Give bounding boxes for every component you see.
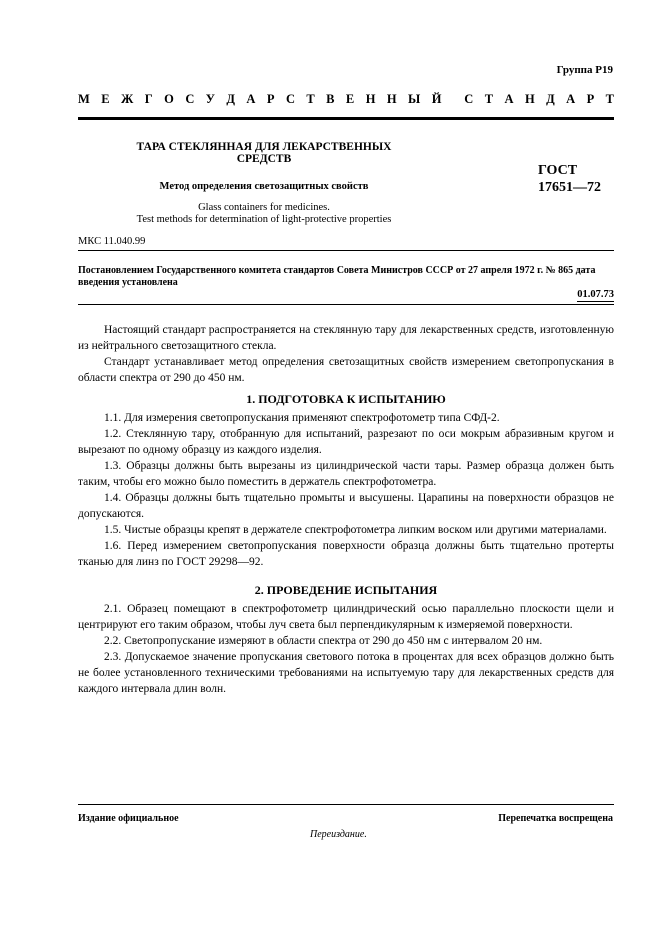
banner-letter: Й: [431, 92, 442, 106]
banner-letter: М: [78, 92, 90, 106]
group-code: Группа Р19: [556, 64, 613, 76]
banner-letter: Ы: [408, 92, 421, 106]
banner-letter: В: [326, 92, 335, 106]
divider: [78, 250, 614, 251]
banner-letter: О: [164, 92, 174, 106]
footer-divider: [78, 804, 614, 805]
section-2-body: [78, 601, 614, 697]
gost-label: ГОСТ: [538, 163, 578, 178]
banner-letter: Ж: [121, 92, 134, 106]
section-1-heading: 1. ПОДГОТОВКА К ИСПЫТАНИЮ: [246, 392, 446, 406]
title-line-2: СРЕДСТВ: [236, 153, 292, 165]
clause-paragraph: 1.3. Образцы должны быть вырезаны из цилиндрической части тары. Размер образца должен быть таким, чтобы его можно было поместить в держатель спектрофотометра.: [78, 460, 614, 488]
reprint-prohibited-note: Перепечатка воспрещена: [498, 813, 613, 824]
official-edition-note: Издание официальное: [78, 813, 179, 824]
clause-paragraph: 1.2. Стеклянную тару, отобранную для испытаний, разрезают по оси мокрым абразивным кругом и вырезают по одному образцу из каждого изделия.: [78, 428, 614, 456]
clause-paragraph: 1.1. Для измерения светопропускания применяют спектрофотометр типа СФД-2.: [104, 412, 500, 424]
method-subtitle: Метод определения светозащитных свойств: [159, 181, 369, 192]
divider: [78, 304, 614, 305]
section-1-body: [78, 410, 614, 570]
banner-letter: Е: [345, 92, 355, 106]
banner-letter: С: [464, 92, 474, 106]
gost-number: 17651—72: [538, 180, 601, 195]
banner-letter: Д: [226, 92, 235, 106]
mks-code: МКС 11.040.99: [78, 236, 146, 247]
banner-letter: А: [504, 92, 514, 106]
banner-letter: Т: [605, 92, 614, 106]
section-2-heading: 2. ПРОВЕДЕНИЕ ИСПЫТАНИЯ: [254, 583, 438, 597]
banner-letter: Н: [365, 92, 376, 106]
intro-paragraph: Стандарт устанавливает метод определения светозащитных свойств измерением светопропускания в области спектра от 290 до 450 нм.: [78, 356, 614, 384]
intro-section: [78, 322, 614, 386]
clause-paragraph: 2.2. Светопропускание измеряют в области спектра от 290 до 450 нм с интервалом 20 нм.: [104, 635, 543, 647]
banner-letter: А: [566, 92, 576, 106]
banner-letter: Р: [586, 92, 595, 106]
clause-paragraph: 1.6. Перед измерением светопропускания поверхности образца должны быть тщательно протерты тканью для линз по ГОСТ 29298—92.: [78, 540, 614, 568]
clause-paragraph: 1.5. Чистые образцы крепят в держателе спектрофотометра липким воском или другими материалами.: [104, 524, 607, 536]
clause-paragraph: 2.3. Допускаемое значение пропускания светового потока в процентах для всех образцов должно быть не более установленного техническими требованиями на испытуемую тару для лекарственных средств для каждого интервала длин волн.: [78, 651, 614, 695]
english-title: [78, 202, 450, 226]
banner-letter: Н: [386, 92, 397, 106]
banner-letter: Е: [101, 92, 110, 106]
title-line-1: ТАРА СТЕКЛЯННАЯ ДЛЯ ЛЕКАРСТВЕННЫХ: [136, 141, 392, 153]
gost-designation: [538, 162, 601, 196]
reissue-note: Переиздание.: [310, 829, 367, 840]
banner-letter: Т: [484, 92, 494, 106]
banner-letter: Н: [524, 92, 535, 106]
effective-date: 01.07.73: [577, 289, 614, 300]
header-divider: [78, 117, 614, 120]
intro-paragraph: Настоящий стандарт распространяется на стеклянную тару для лекарственных средств, изготовленную из нейтрального светозащитного стекла.: [78, 324, 614, 352]
document-title: [78, 141, 450, 165]
banner-letter: Т: [306, 92, 315, 106]
banner-letter: Р: [266, 92, 275, 106]
banner-letter: Г: [144, 92, 153, 106]
decree-text: Постановлением Государственного комитета стандартов Совета Министров СССР от 27 апреля 1972 г. № 865 дата введения установлена: [78, 265, 596, 288]
interstate-standard-banner: [78, 92, 614, 107]
banner-letter: Д: [546, 92, 555, 106]
banner-letter: С: [185, 92, 195, 106]
banner-letter: А: [246, 92, 256, 106]
english-title-line-2: Test methods for determination of light-protective properties: [136, 214, 392, 225]
english-title-line-1: Glass containers for medicines.: [198, 202, 330, 213]
banner-letter: С: [285, 92, 295, 106]
banner-letter: У: [205, 92, 215, 106]
clause-paragraph: 2.1. Образец помещают в спектрофотометр цилиндрический осью параллельно плоскости щели и центрируют его таким образом, чтобы луч света был перпендикулярным к измеряемой поверхности.: [78, 603, 614, 631]
clause-paragraph: 1.4. Образцы должны быть тщательно промыты и высушены. Царапины на поверхности образцов не допускаются.: [78, 492, 614, 520]
